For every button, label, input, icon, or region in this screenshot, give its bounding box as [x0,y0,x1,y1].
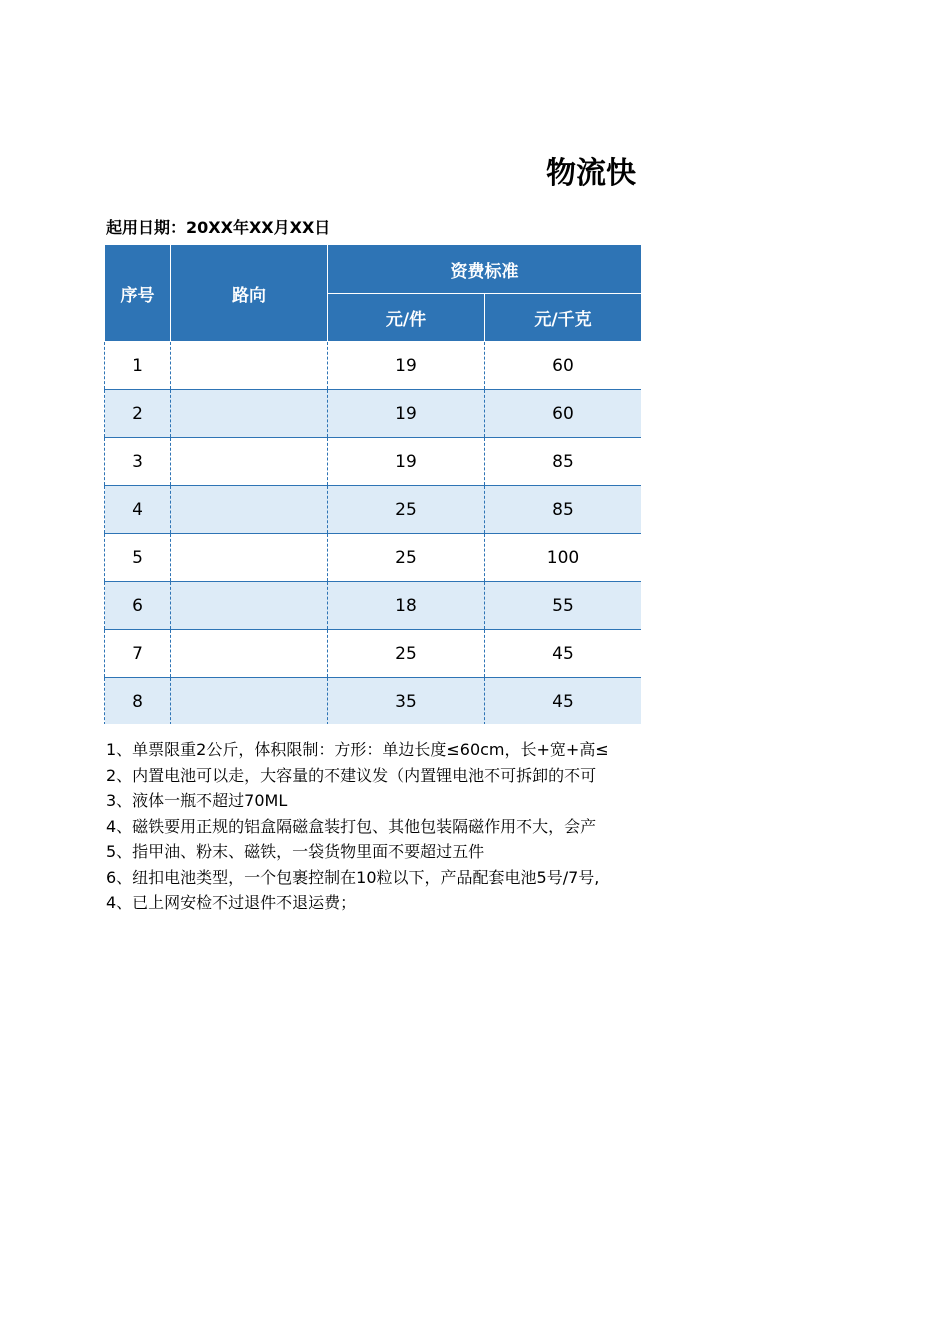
table-row [105,582,642,630]
cell-per-item: 25 [328,630,485,678]
fee-table-header [105,245,642,342]
cell-per-item: 19 [328,390,485,438]
note-line: 1、单票限重2公斤，体积限制：方形：单边长度≤60cm，长+宽+高≤ [106,740,609,759]
note-line: 5、指甲油、粉末、磁铁，一袋货物里面不要超过五件 [106,842,485,861]
cell-per-item: 35 [328,678,485,725]
cell-serial-number: 4 [105,486,171,534]
note-line: 4、已上网安检不过退件不退运费； [106,893,357,912]
header-fee-standard: 资费标准 [328,245,642,294]
cell-serial-number: 6 [105,582,171,630]
cell-route [171,534,328,582]
cell-serial-number: 3 [105,438,171,486]
cell-per-item: 25 [328,486,485,534]
note-line: 2、内置电池可以走，大容量的不建议发（内置锂电池不可拆卸的不可 [106,765,597,785]
cell-route [171,630,328,678]
cell-route [171,390,328,438]
cell-per-item: 19 [328,438,485,486]
cell-per-kg: 60 [485,390,642,438]
header-per-kg: 元/千克 [485,294,642,342]
cell-serial-number: 2 [105,390,171,438]
table-row [105,534,642,582]
header-per-item: 元/件 [328,294,485,342]
table-row [105,342,642,390]
note-line: 4、磁铁要用正规的铝盒隔磁盒装打包、其他包装隔磁作用不大，会产 [106,816,597,836]
document-title: 物流快 [546,156,636,191]
start-date: 起用日期：20XX年XX月XX日 [106,218,331,237]
cell-serial-number: 1 [105,342,171,390]
fee-table [104,244,641,724]
cell-per-kg: 60 [485,342,642,390]
table-row [105,438,642,486]
cell-route [171,678,328,725]
cell-per-kg: 85 [485,438,642,486]
cell-route [171,582,328,630]
cell-per-kg: 45 [485,630,642,678]
cell-per-kg: 100 [485,534,642,582]
cell-per-item: 25 [328,534,485,582]
cell-per-kg: 55 [485,582,642,630]
header-serial-number: 序号 [105,245,171,342]
cell-route [171,438,328,486]
cell-per-item: 19 [328,342,485,390]
fee-table-body [105,342,642,725]
note-line: 3、液体一瓶不超过70ML [106,791,288,810]
cell-serial-number: 7 [105,630,171,678]
table-row [105,678,642,725]
table-row [105,390,642,438]
cell-serial-number: 5 [105,534,171,582]
header-route: 路向 [171,245,328,342]
note-line: 6、纽扣电池类型，一个包裹控制在10粒以下，产品配套电池5号/7号, [106,867,600,887]
cell-per-item: 18 [328,582,485,630]
table-row [105,630,642,678]
cell-serial-number: 8 [105,678,171,725]
fee-table-wrapper [104,244,641,724]
cell-per-kg: 85 [485,486,642,534]
cell-route [171,486,328,534]
cell-route [171,342,328,390]
table-row [105,486,642,534]
cell-per-kg: 45 [485,678,642,725]
notes-section [106,737,641,916]
